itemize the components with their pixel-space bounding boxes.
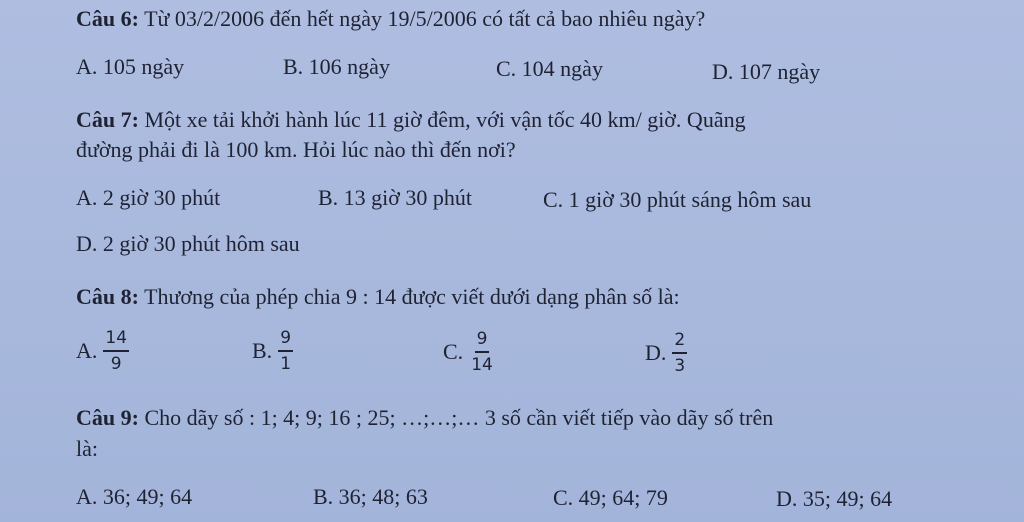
fraction-denominator: 1 [280, 354, 292, 374]
question-9-label: Câu 9: [76, 405, 139, 430]
question-8-text: Thương của phép chia 9 : 14 được viết dưới dạng phân số là: [144, 284, 680, 309]
fraction-denominator: 14 [471, 355, 493, 375]
question-7-option-b: B. 13 giờ 30 phút [318, 185, 473, 210]
question-9-option-a: A. 36; 49; 64 [76, 484, 193, 509]
fraction [469, 329, 495, 375]
question-6-option-a: A. 105 ngày [76, 54, 185, 79]
fraction-numerator: 9 [278, 328, 293, 352]
fraction-numerator: 14 [103, 328, 129, 352]
question-6-option-c: C. 104 ngày [496, 56, 603, 81]
question-9-option-b: B. 36; 48; 63 [313, 484, 428, 509]
fraction [672, 330, 687, 376]
fraction-denominator: 3 [674, 356, 686, 376]
question-7-option-d: D. 2 giờ 30 phút hôm sau [76, 231, 300, 256]
fraction-numerator: 9 [475, 329, 490, 353]
question-8-option-d [645, 330, 687, 376]
question-8-option-b [252, 328, 293, 374]
fraction-denominator: 9 [110, 354, 122, 374]
option-letter: A. [76, 338, 98, 363]
question-9-stem [76, 405, 773, 431]
question-7-stem [76, 107, 746, 133]
question-6-text: Từ 03/2/2006 đến hết ngày 19/5/2006 có tất cả bao nhiêu ngày? [144, 6, 706, 31]
question-7-option-c: C. 1 giờ 30 phút sáng hôm sau [543, 187, 812, 212]
option-letter: D. [645, 340, 667, 365]
option-letter: C. [443, 339, 464, 364]
question-9-option-c: C. 49; 64; 79 [553, 485, 668, 510]
question-9-text-line-1: Cho dãy số : 1; 4; 9; 16 ; 25; …;…;… 3 số cần viết tiếp vào dãy số trên [144, 405, 774, 430]
question-6-option-d: D. 107 ngày [712, 59, 821, 84]
question-7-text-line-1: Một xe tải khởi hành lúc 11 giờ đêm, với vận tốc 40 km/ giờ. Quãng [144, 107, 746, 132]
question-7-option-a: A. 2 giờ 30 phút [76, 185, 221, 210]
question-7-text-line-2: đường phải đi là 100 km. Hỏi lúc nào thì đến nơi? [76, 137, 516, 162]
question-6-stem [76, 6, 705, 32]
question-9-text-line-2: là: [76, 436, 98, 461]
option-letter: B. [252, 338, 273, 363]
question-6-option-b: B. 106 ngày [283, 54, 390, 79]
question-8-stem [76, 284, 680, 310]
question-7-label: Câu 7: [76, 107, 139, 132]
question-6-label: Câu 6: [76, 6, 139, 31]
question-9-option-d: D. 35; 49; 64 [776, 486, 893, 511]
fraction-numerator: 2 [672, 330, 687, 354]
fraction [103, 328, 129, 374]
question-8-option-a [76, 328, 129, 374]
question-8-option-c [443, 329, 495, 375]
fraction [278, 328, 293, 374]
question-8-label: Câu 8: [76, 284, 139, 309]
